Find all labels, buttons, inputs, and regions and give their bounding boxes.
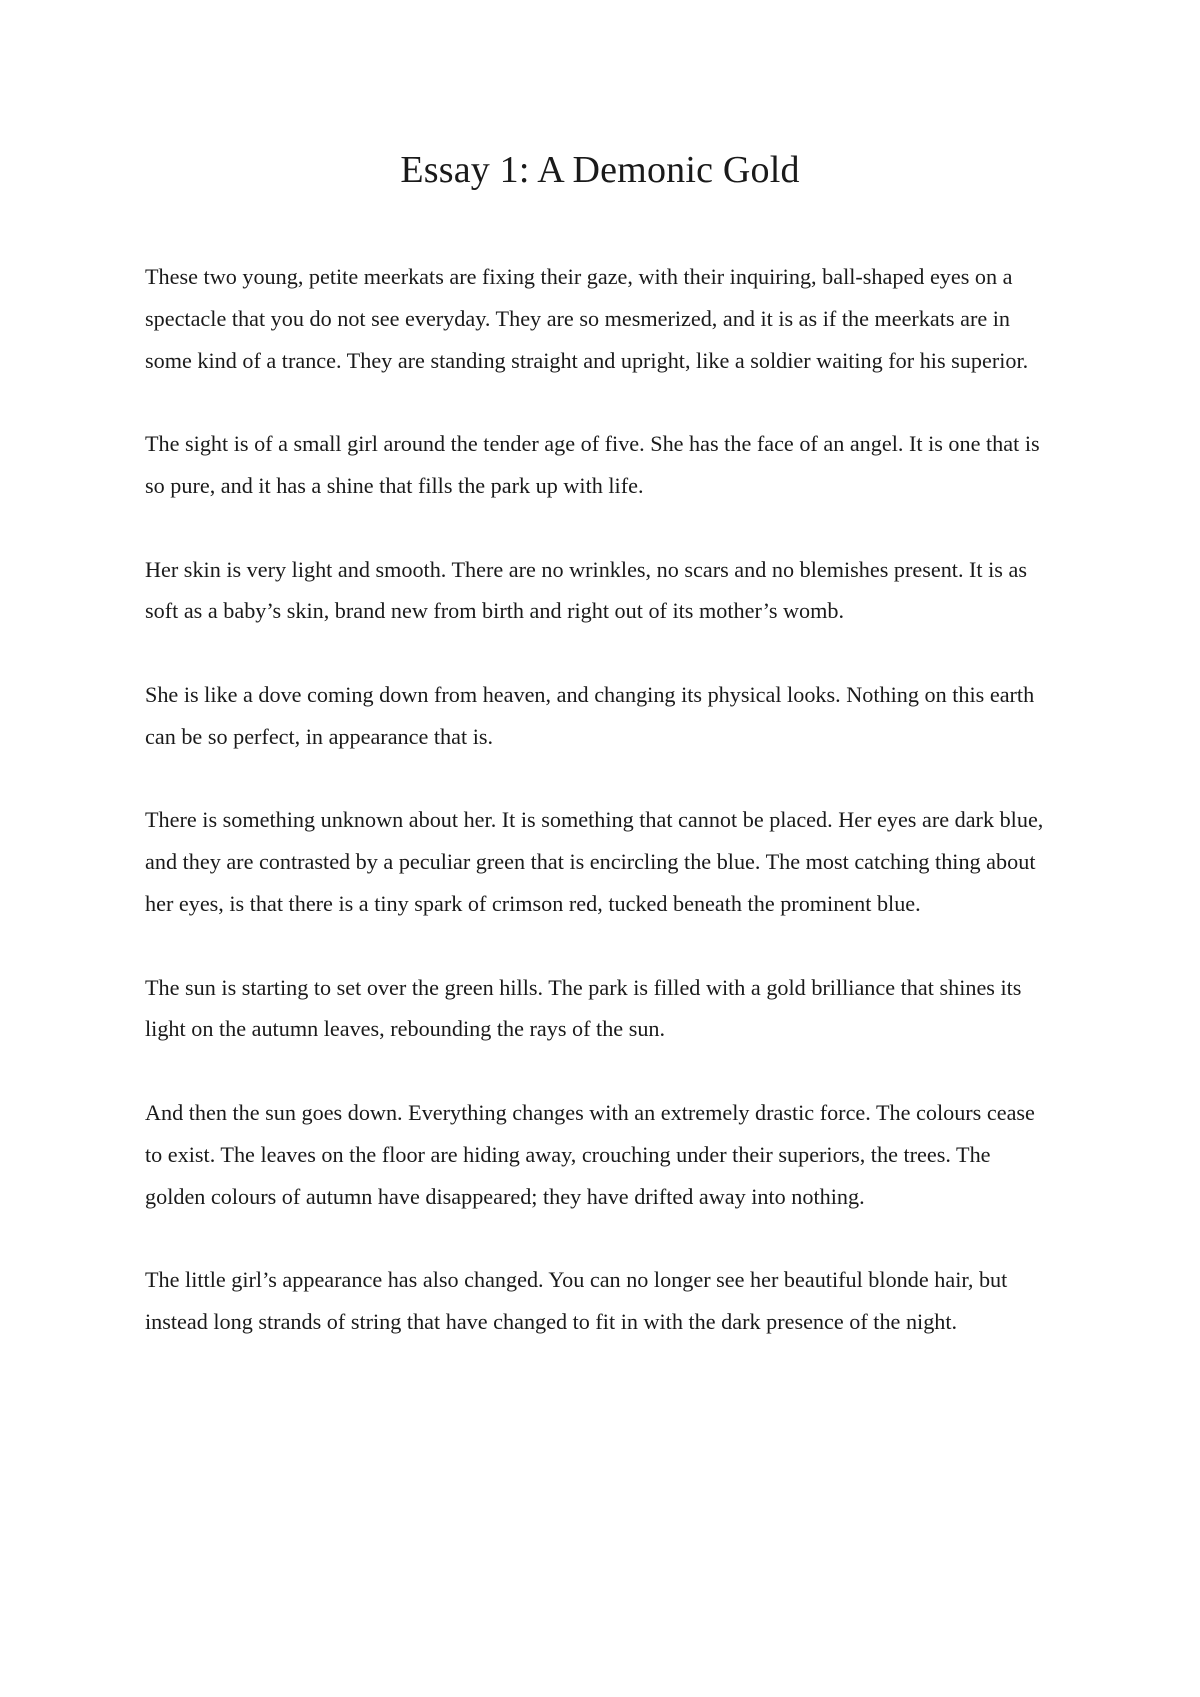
paragraph-3: Her skin is very light and smooth. There are no wrinkles, no scars and no blemishes present. It is as soft as a baby’s skin, brand new from birth and right out of its mother’s womb.: [145, 556, 1027, 624]
paragraph-6: The sun is starting to set over the green hills. The park is filled with a gold brilliance that shines its light on the autumn leaves, rebounding the rays of the sun.: [145, 974, 1022, 1042]
paragraph-5: There is something unknown about her. It is something that cannot be placed. Her eyes are dark blue, and they are contrasted by a peculiar green that is encircling the blue. The most catching thing about her eyes, is that there is a tiny spark of crimson red, tucked beneath the prominent blue.: [145, 807, 1044, 916]
paragraph-1: These two young, petite meerkats are fixing their gaze, with their inquiring, ball-shaped eyes on a spectacle that you do not see everyday. They are so mesmerized, and it is as if the meerkats are in some kind of a trance. They are standing straight and upright, like a soldier waiting for his superior.: [145, 264, 1029, 373]
paragraph-4: She is like a dove coming down from heaven, and changing its physical looks. Nothing on this earth can be so perfect, in appearance that is.: [145, 681, 1035, 749]
essay-title: Essay 1: A Demonic Gold: [400, 149, 800, 191]
paragraph-2: The sight is of a small girl around the tender age of five. She has the face of an angel. It is one that is so pure, and it has a shine that fills the park up with life.: [145, 431, 1040, 498]
paragraph-8: The little girl’s appearance has also changed. You can no longer see her beautiful blonde hair, but instead long strands of string that have changed to fit in with the dark presence of the night.: [145, 1267, 1008, 1334]
paragraph-7: And then the sun goes down. Everything changes with an extremely drastic force. The colours cease to exist. The leaves on the floor are hiding away, crouching under their superiors, the trees. The golden colours of autumn have disappeared; they have drifted away into nothing.: [145, 1099, 1035, 1209]
